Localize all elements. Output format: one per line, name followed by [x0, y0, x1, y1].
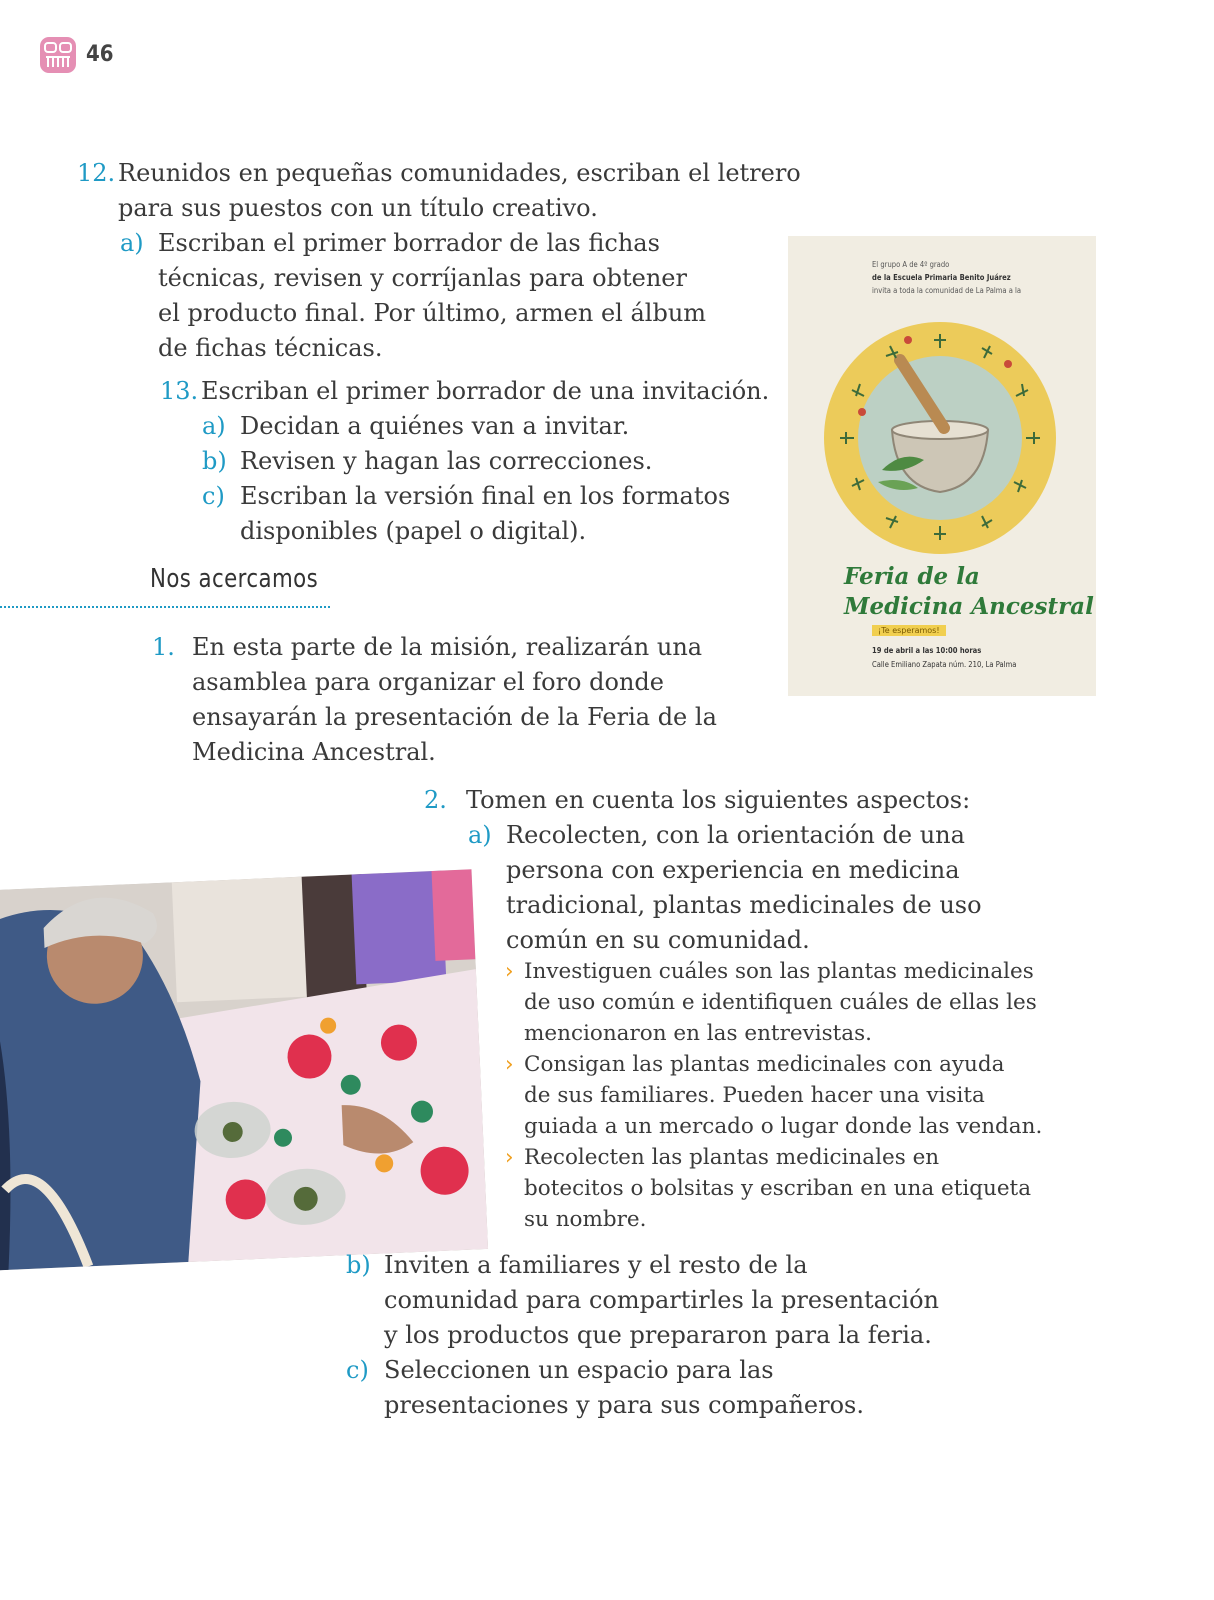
item-13b-label: b) [202, 447, 227, 475]
bullet-icon: › [505, 1052, 514, 1077]
poster-info [872, 644, 1016, 672]
bullet-icon: › [505, 1145, 514, 1170]
item-13c-label: c) [202, 482, 225, 510]
step-2c-line-2: presentaciones y para sus compañeros. [384, 1391, 864, 1419]
item-12-line-1: Reunidos en pequeñas comunidades, escriban el letrero [118, 159, 801, 187]
poster-title-line-2: Medicina Ancestral [844, 593, 1094, 620]
bullet-1-line-2: de uso común e identifiquen cuáles de ellas les [524, 990, 1037, 1015]
step-2b-line-1: Inviten a familiares y el resto de la [384, 1251, 808, 1279]
item-12a-label: a) [120, 229, 144, 257]
market-photo [0, 869, 488, 1270]
poster-info-line-1: 19 de abril a las 10:00 horas [872, 646, 982, 655]
step-2c-label: c) [346, 1356, 369, 1384]
poster-tag: ¡Te esperamos! [872, 625, 946, 636]
item-12a-line-3: el producto final. Por último, armen el álbum [158, 299, 707, 327]
step-2b-line-3: y los productos que prepararon para la feria. [384, 1321, 932, 1349]
heading-divider [0, 606, 330, 608]
item-12a-line-4: de fichas técnicas. [158, 334, 383, 362]
invitation-poster [788, 236, 1096, 696]
poster-line-1: El grupo A de 4º grado [872, 260, 950, 269]
item-12-line-2: para sus puestos con un título creativo. [118, 194, 598, 222]
poster-title-line-1: Feria de la [844, 563, 980, 590]
step-2a-label: a) [468, 821, 492, 849]
step-2-text: Tomen en cuenta los siguientes aspectos: [466, 786, 971, 814]
step-1-line-2: asamblea para organizar el foro donde [192, 668, 664, 696]
poster-info-line-2: Calle Emiliano Zapata núm. 210, La Palma [872, 660, 1017, 669]
item-12a-line-1: Escriban el primer borrador de las fichas [158, 229, 660, 257]
bullet-1-line-1: Investiguen cuáles son las plantas medicinales [524, 959, 1034, 984]
item-13c-line-2: disponibles (papel o digital). [240, 517, 587, 545]
step-2a-line-4: común en su comunidad. [506, 926, 810, 954]
bullet-icon: › [505, 959, 514, 984]
step-1-line-3: ensayarán la presentación de la Feria de la [192, 703, 717, 731]
item-12-number: 12. [77, 159, 116, 187]
step-2b-label: b) [346, 1251, 371, 1279]
book-logo-icon [40, 37, 76, 73]
step-2b-line-2: comunidad para compartirles la presentación [384, 1286, 939, 1314]
step-2a-line-2: persona con experiencia en medicina [506, 856, 960, 884]
step-1-number: 1. [152, 633, 175, 661]
item-13b-text: Revisen y hagan las correcciones. [240, 447, 653, 475]
mortar-herbs-illustration [822, 320, 1058, 556]
section-heading: Nos acercamos [150, 564, 319, 594]
item-13a-text: Decidan a quiénes van a invitar. [240, 412, 630, 440]
bullet-3-line-1: Recolecten las plantas medicinales en [524, 1145, 940, 1170]
bullet-1-line-3: mencionaron en las entrevistas. [524, 1021, 872, 1046]
bullet-3-line-2: botecitos o bolsitas y escriban en una etiqueta [524, 1176, 1032, 1201]
item-13-text: Escriban el primer borrador de una invitación. [201, 377, 770, 405]
poster-title [844, 562, 1094, 622]
bullet-2-line-2: de sus familiares. Pueden hacer una visita [524, 1083, 985, 1108]
step-1-line-4: Medicina Ancestral. [192, 738, 436, 766]
step-2a-line-3: tradicional, plantas medicinales de uso [506, 891, 982, 919]
bullet-2-line-3: guiada a un mercado o lugar donde las vendan. [524, 1114, 1043, 1139]
item-13c-line-1: Escriban la versión final en los formatos [240, 482, 731, 510]
step-1-line-1: En esta parte de la misión, realizarán una [192, 633, 703, 661]
page-number: 46 [86, 42, 114, 67]
item-12a-line-2: técnicas, revisen y corríjanlas para obtener [158, 264, 687, 292]
bullet-2-line-1: Consigan las plantas medicinales con ayuda [524, 1052, 1005, 1077]
poster-line-2: de la Escuela Primaria Benito Juárez [872, 273, 1011, 282]
item-13a-label: a) [202, 412, 226, 440]
step-2a-line-1: Recolecten, con la orientación de una [506, 821, 965, 849]
poster-line-3: invita a toda la comunidad de La Palma a la [872, 286, 1022, 295]
step-2-number: 2. [424, 786, 447, 814]
step-2c-line-1: Seleccionen un espacio para las [384, 1356, 774, 1384]
woman-plants-photo-illustration [0, 869, 488, 1270]
bullet-3-line-3: su nombre. [524, 1207, 647, 1232]
item-13-number: 13. [160, 377, 199, 405]
